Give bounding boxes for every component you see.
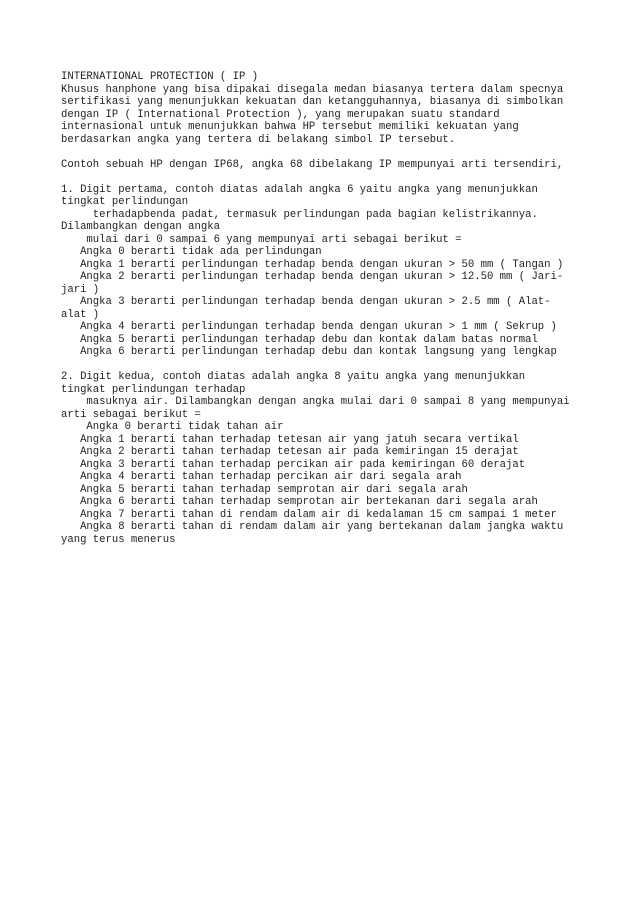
first-digit-description-line: mulai dari 0 sampai 6 yang mempunyai arti sebagai berikut = bbox=[61, 233, 462, 246]
second-digit-description-line: arti sebagai berikut = bbox=[61, 408, 201, 421]
second-digit-list-item: Angka 0 berarti tidak tahan air bbox=[61, 421, 284, 433]
first-digit-list-item: Angka 4 berarti perlindungan terhadap benda dengan ukuran > 1 mm ( Sekrup ) bbox=[61, 321, 557, 333]
first-digit-list-item-continued: jari ) bbox=[61, 283, 100, 296]
second-digit-list-item-continued: yang terus menerus bbox=[61, 533, 176, 546]
second-digit-heading-line: tingkat perlindungan terhadap bbox=[61, 383, 246, 396]
second-digit-list-item: Angka 6 berarti tahan terhadap semprotan air bertekanan dari segala arah bbox=[61, 496, 538, 508]
second-digit-list-item: Angka 2 berarti tahan terhadap tetesan air pada kemiringan 15 derajat bbox=[61, 446, 519, 458]
example-paragraph-line: Contoh sebuah HP dengan IP68, angka 68 dibelakang IP mempunyai arti tersendiri, bbox=[61, 158, 564, 171]
first-digit-list-item: Angka 5 berarti perlindungan terhadap debu dan kontak dalam batas normal bbox=[61, 333, 538, 346]
first-digit-list-item: Angka 1 berarti perlindungan terhadap benda dengan ukuran > 50 mm ( Tangan ) bbox=[61, 258, 564, 271]
blank-line bbox=[61, 146, 581, 159]
intro-paragraph-line: sertifikasi yang menunjukkan kekuatan dan ketangguhannya, biasanya di simbolkan bbox=[61, 96, 564, 108]
blank-line bbox=[61, 171, 581, 184]
intro-paragraph-line: dengan IP ( International Protection ), yang merupakan suatu standard bbox=[61, 108, 500, 121]
intro-paragraph-line: internasional untuk menunjukkan bahwa HP tersebut memiliki kekuatan yang bbox=[61, 121, 519, 133]
first-digit-description-line: terhadapbenda padat, termasuk perlindungan pada bagian kelistrikannya. bbox=[61, 208, 538, 221]
second-digit-list-item: Angka 3 berarti tahan terhadap percikan air pada kemiringan 60 derajat bbox=[61, 458, 526, 471]
first-digit-list-item: Angka 6 berarti perlindungan terhadap debu dan kontak langsung yang lengkap bbox=[61, 346, 557, 358]
intro-paragraph-line: berdasarkan angka yang tertera di belakang simbol IP tersebut. bbox=[61, 133, 456, 146]
second-digit-list-item: Angka 4 berarti tahan terhadap percikan air dari segala arah bbox=[61, 471, 462, 483]
first-digit-list-item-continued: alat ) bbox=[61, 308, 100, 321]
second-digit-description-line: masuknya air. Dilambangkan dengan angka mulai dari 0 sampai 8 yang mempunyai bbox=[61, 396, 570, 408]
first-digit-list-item: Angka 3 berarti perlindungan terhadap benda dengan ukuran > 2.5 mm ( Alat- bbox=[61, 296, 551, 308]
first-digit-list-item: Angka 2 berarti perlindungan terhadap benda dengan ukuran > 12.50 mm ( Jari- bbox=[61, 271, 564, 283]
blank-line bbox=[61, 359, 581, 372]
document-page bbox=[61, 71, 581, 546]
second-digit-list-item: Angka 8 berarti tahan di rendam dalam air yang bertekanan dalam jangka waktu bbox=[61, 521, 564, 533]
first-digit-heading-line: 1. Digit pertama, contoh diatas adalah angka 6 yaitu angka yang menunjukkan bbox=[61, 183, 538, 196]
second-digit-list-item: Angka 1 berarti tahan terhadap tetesan air yang jatuh secara vertikal bbox=[61, 433, 519, 446]
second-digit-heading-line: 2. Digit kedua, contoh diatas adalah angka 8 yaitu angka yang menunjukkan bbox=[61, 371, 526, 383]
document-title: INTERNATIONAL PROTECTION ( IP ) bbox=[61, 71, 259, 83]
first-digit-heading-line: tingkat perlindungan bbox=[61, 196, 189, 208]
intro-paragraph-line: Khusus hanphone yang bisa dipakai disegala medan biasanya tertera dalam specnya bbox=[61, 83, 564, 96]
first-digit-list-item: Angka 0 berarti tidak ada perlindungan bbox=[61, 246, 322, 258]
second-digit-list-item: Angka 7 berarti tahan di rendam dalam air di kedalaman 15 cm sampai 1 meter bbox=[61, 508, 557, 521]
second-digit-list-item: Angka 5 berarti tahan terhadap semprotan air dari segala arah bbox=[61, 483, 468, 496]
first-digit-description-line: Dilambangkan dengan angka bbox=[61, 221, 220, 233]
